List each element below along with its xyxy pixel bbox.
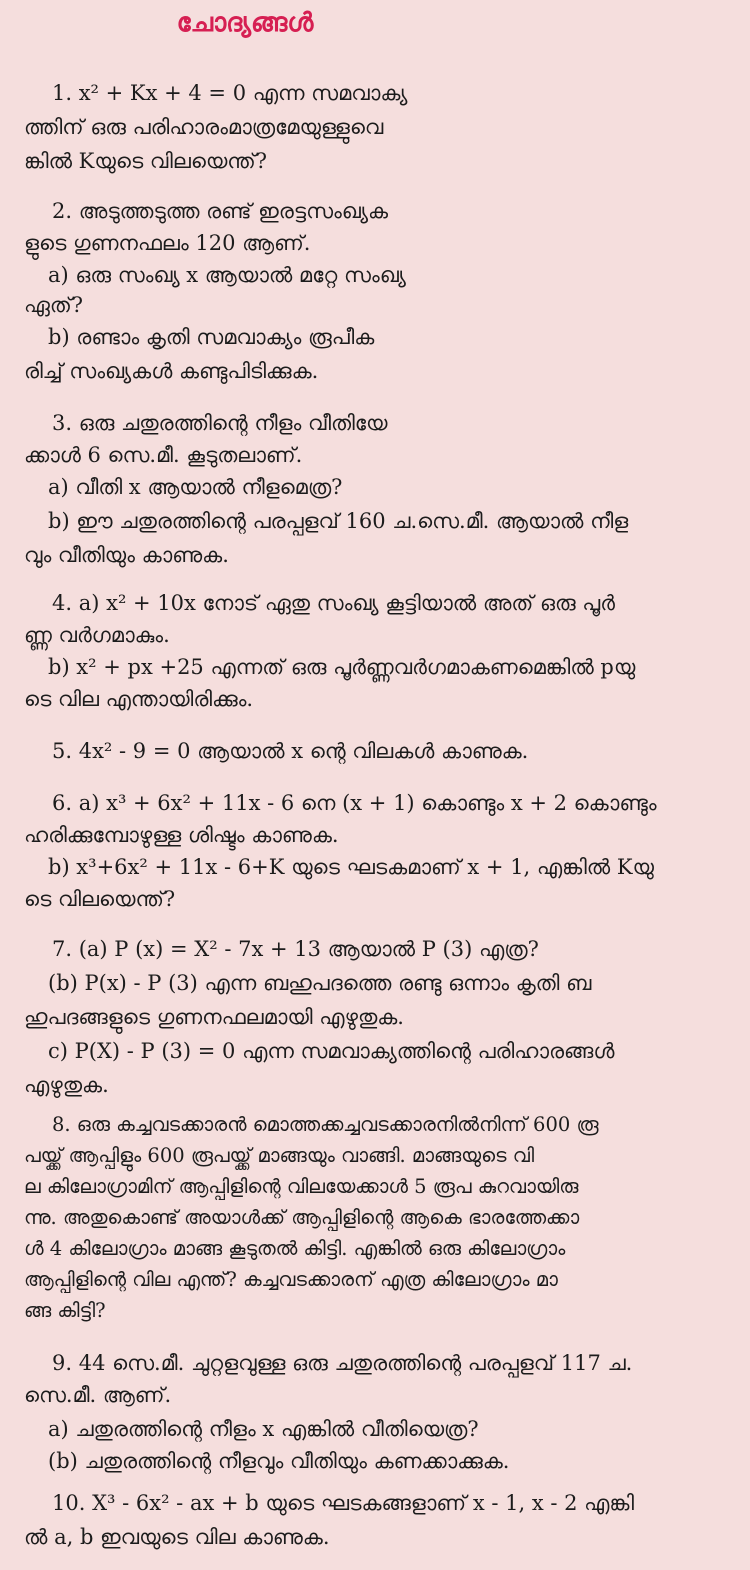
- question-text-line: 9. 44 സെ.മീ. ചുറ്റളവുള്ള ഒരു ചതുരത്തിന്റെ പരപ്പളവ് 117 ച.: [52, 1351, 633, 1375]
- question-text-line: 7. (a) P (x) = X² - 7x + 13 ആയാൽ P (3) എത്ര?: [52, 937, 539, 961]
- question-text-line: 5. 4x² - 9 = 0 ആയാൽ x ന്റെ വിലകൾ കാണുക.: [52, 739, 529, 763]
- question-text-line: (b) P(x) - P (3) എന്ന ബഹുപദത്തെ രണ്ടു ഒന്നാം കൃതി ബ: [48, 971, 592, 995]
- question-text-line: ക്കാൾ 6 സെ.മീ. കൂടുതലാണ്.: [24, 443, 303, 467]
- question-text-line: വും വീതിയും കാണുക.: [24, 543, 229, 567]
- question-text-line: a) ചതുരത്തിന്റെ നീളം x എങ്കിൽ വീതിയെത്ര?: [48, 1417, 479, 1441]
- question-text-line: 6. a) x³ + 6x² + 11x - 6 നെ (x + 1) കൊണ്ടും x + 2 കൊണ്ടും: [52, 791, 657, 815]
- question-text-line: 4. a) x² + 10x നോട് ഏതു സംഖ്യ കൂട്ടിയാൽ അത് ഒരു പൂർ: [52, 591, 615, 615]
- question-text-line: ൽ a, b ഇവയുടെ വില കാണുക.: [24, 1525, 330, 1549]
- question-text-line: 8. ഒരു കച്ചവടക്കാരൻ മൊത്തക്കച്ചവടക്കാരനിൽനിന്ന് 600 രൂ: [52, 1113, 599, 1136]
- question-text-line: ന്നു. അതുകൊണ്ട് അയാൾക്ക് ആപ്പിളിന്റെ ആകെ ഭാരത്തേക്കാ: [24, 1206, 580, 1229]
- question-text-line: എഴുതുക.: [24, 1073, 109, 1097]
- question-text-line: 2. അടുത്തടുത്ത രണ്ട് ഇരട്ടസംഖ്യക: [52, 199, 388, 223]
- question-text-line: b) രണ്ടാം കൃതി സമവാക്യം രൂപീക: [48, 325, 375, 349]
- question-text-line: b) ഈ ചതുരത്തിന്റെ പരപ്പളവ് 160 ച.സെ.മീ. ആയാൽ നീള: [48, 509, 629, 533]
- question-text-line: b) x² + px +25 എന്നത് ഒരു പൂർണ്ണവർഗമാകണമെങ്കിൽ pയു: [48, 655, 636, 679]
- question-text-line: ആപ്പിളിന്റെ വില എന്ത്? കച്ചവടക്കാരന് എത്ര കിലോഗ്രാം മാ: [24, 1268, 558, 1291]
- question-text-line: c) P(X) - P (3) = 0 എന്ന സമവാക്യത്തിന്റെ പരിഹാരങ്ങൾ: [48, 1039, 615, 1063]
- page-title: ചോദ്യങ്ങൾ: [176, 8, 314, 38]
- question-text-line: 10. X³ - 6x² - ax + b യുടെ ഘടകങ്ങളാണ് x - 1, x - 2 എങ്കി: [52, 1491, 635, 1515]
- question-text-line: ല കിലോഗ്രാമിന് ആപ്പിളിന്റെ വിലയേക്കാൾ 5 രൂപ കുറവായിരു: [24, 1175, 579, 1198]
- question-text-line: രിച്ച് സംഖ്യകൾ കണ്ടുപിടിക്കുക.: [24, 359, 319, 383]
- question-text-line: ൾ 4 കിലോഗ്രാം മാങ്ങ കൂടുതൽ കിട്ടി. എങ്കിൽ ഒരു കിലോഗ്രാം: [24, 1237, 566, 1260]
- question-text-line: ഹരിക്കുമ്പോഴുള്ള ശിഷ്ടം കാണുക.: [24, 823, 339, 847]
- question-text-line: ത്തിന് ഒരു പരിഹാരംമാത്രമേയുള്ളുവെ: [24, 115, 384, 139]
- question-text-line: (b) ചതുരത്തിന്റെ നീളവും വീതിയും കണക്കാക്കുക.: [48, 1449, 510, 1473]
- question-text-line: ണ്ണ വർഗമാകും.: [24, 623, 170, 647]
- question-text-line: 3. ഒരു ചതുരത്തിന്റെ നീളം വീതിയേ: [52, 411, 388, 435]
- question-text-line: ഹുപദങ്ങളുടെ ഗുണനഫലമായി എഴുതുക.: [24, 1005, 404, 1029]
- question-text-line: ങ്ങ കിട്ടി?: [24, 1299, 106, 1322]
- question-text-line: ടെ വിലയെന്ത്?: [24, 887, 176, 911]
- question-text-line: ങ്കിൽ Kയുടെ വിലയെന്ത്?: [24, 149, 268, 173]
- question-text-line: b) x³+6x² + 11x - 6+K യുടെ ഘടകമാണ് x + 1, എങ്കിൽ Kയു: [48, 855, 654, 879]
- question-text-line: സെ.മീ. ആണ്.: [24, 1383, 172, 1407]
- question-text-line: പയ്ക്ക് ആപ്പിളും 600 രൂപയ്ക്ക് മാങ്ങയും വാങ്ങി. മാങ്ങയുടെ വി: [24, 1144, 535, 1167]
- question-text-line: a) ഒരു സംഖ്യ x ആയാൽ മറ്റേ സംഖ്യ: [48, 263, 406, 287]
- question-text-line: ഏത്?: [24, 293, 84, 317]
- question-text-line: a) വീതി x ആയാൽ നീളമെത്ര?: [48, 475, 343, 499]
- question-text-line: ടെ വില എന്തായിരിക്കും.: [24, 687, 254, 711]
- question-text-line: 1. x² + Kx + 4 = 0 എന്ന സമവാക്യ: [52, 81, 408, 105]
- question-text-line: ളുടെ ഗുണനഫലം 120 ആണ്.: [24, 231, 311, 255]
